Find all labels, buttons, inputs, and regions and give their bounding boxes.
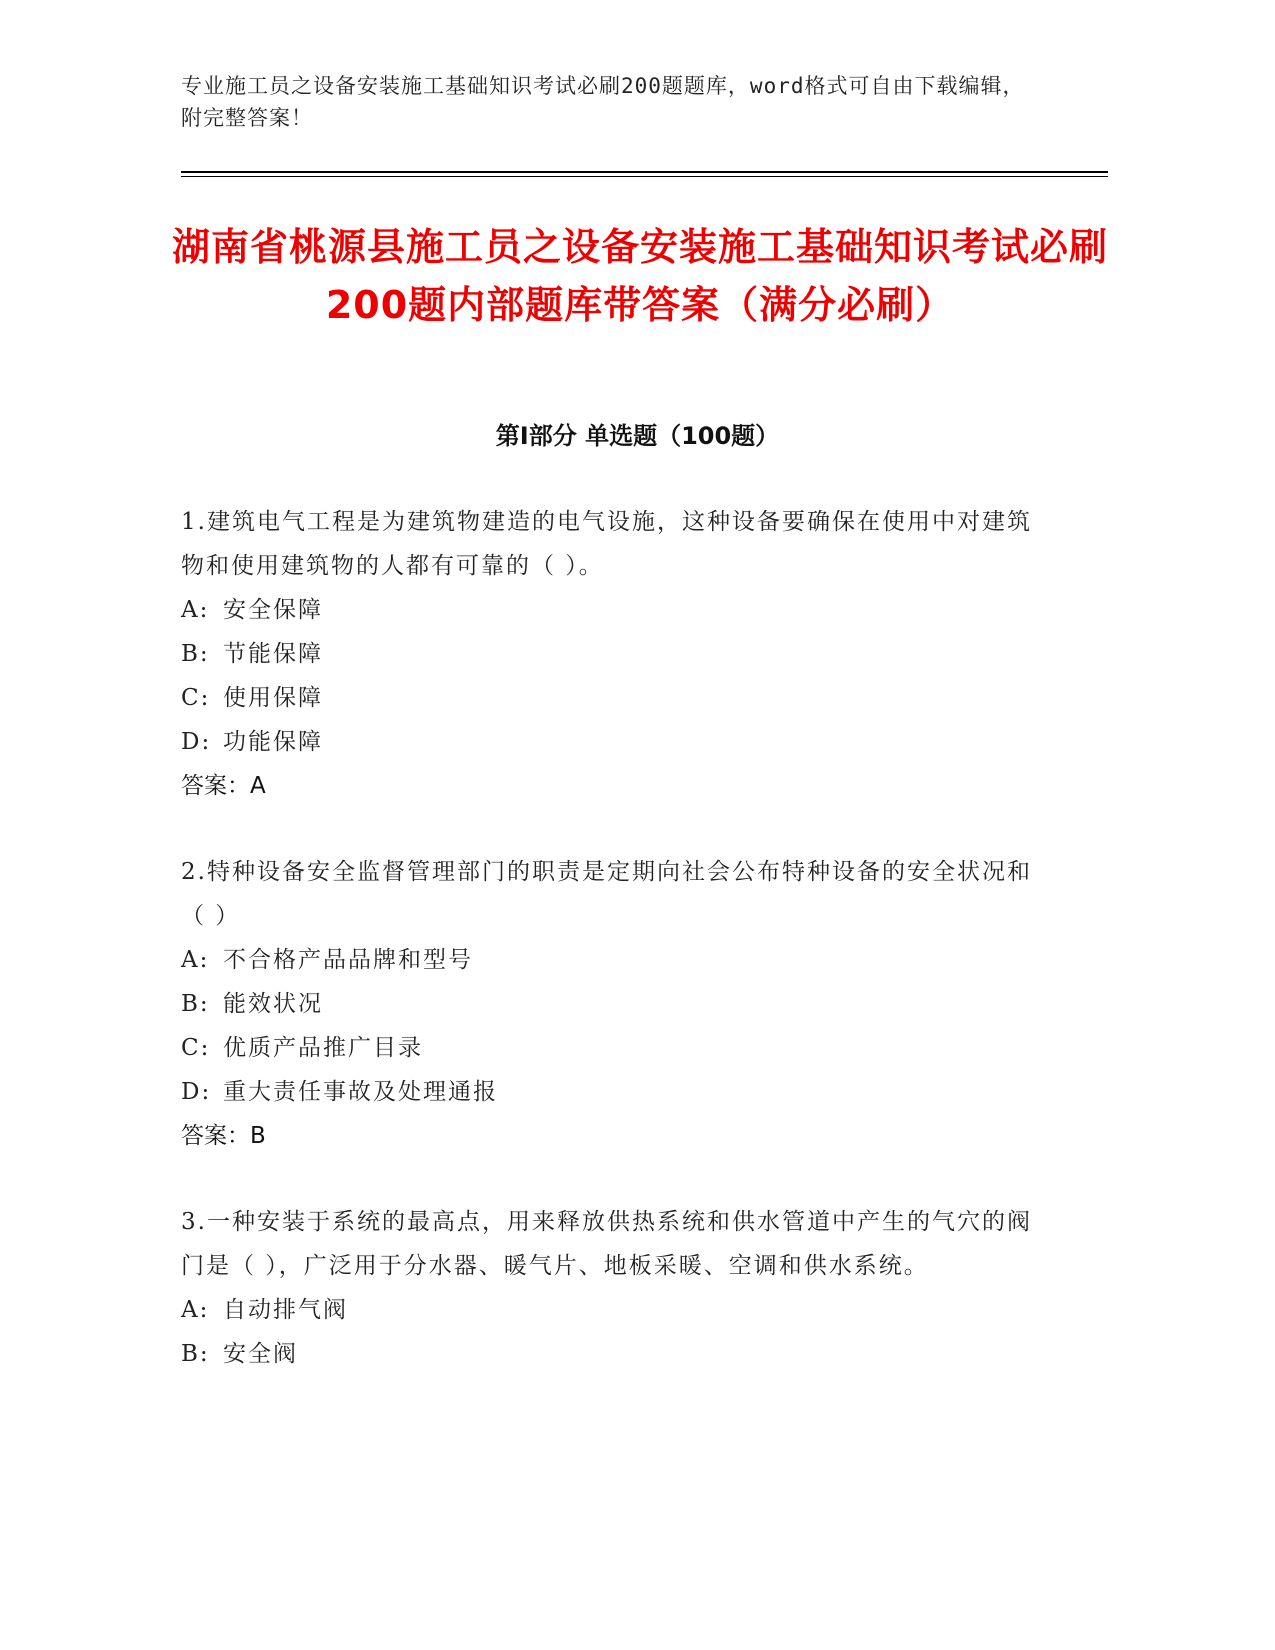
header-divider-thin: [181, 176, 1108, 177]
option-text: 重大责任事故及处理通报: [223, 1079, 498, 1105]
question-stem: 3.一种安装于系统的最高点，用来释放供热系统和供水管道中产生的气穴的阀门是（ ），广泛用于分水器、暖气片、地板采暖、空调和供水系统。: [181, 1209, 1032, 1279]
option-letter: C:: [181, 1035, 211, 1061]
option-b: [181, 1332, 1051, 1376]
option-text: 优质产品推广目录: [223, 1035, 423, 1061]
question-stem: 1.建筑电气工程是为建筑物建造的电气设施，这种设备要确保在使用中对建筑物和使用建筑物的人都有可靠的（ ）。: [181, 509, 1032, 579]
option-b: [181, 982, 1051, 1026]
option-text: 能效状况: [223, 991, 323, 1017]
option-text: 安全保障: [223, 597, 323, 623]
option-text: 不合格产品品牌和型号: [223, 947, 473, 973]
option-text: 自动排气阀: [223, 1297, 348, 1323]
option-letter: D:: [181, 729, 212, 755]
question-list: [181, 500, 1051, 1418]
option-letter: B:: [181, 641, 210, 667]
option-text: 使用保障: [223, 685, 323, 711]
answer-line: 答案：A: [181, 773, 266, 799]
header-note: 专业施工员之设备安装施工基础知识考试必刷200题题库，word格式可自由下载编辑，附完整答案！: [181, 74, 1025, 130]
section-title: 第I部分 单选题（100题）: [495, 422, 780, 450]
option-text: 安全阀: [223, 1341, 298, 1367]
answer-line: 答案：B: [181, 1123, 266, 1149]
option-c: [181, 676, 1051, 720]
option-c: [181, 1026, 1051, 1070]
option-text: 节能保障: [223, 641, 323, 667]
question-2: [181, 850, 1051, 1158]
option-a: [181, 588, 1051, 632]
option-text: 功能保障: [223, 729, 323, 755]
option-b: [181, 632, 1051, 676]
option-letter: A:: [181, 1297, 210, 1323]
option-letter: B:: [181, 991, 210, 1017]
option-d: [181, 720, 1051, 764]
option-letter: C:: [181, 685, 211, 711]
option-letter: B:: [181, 1341, 210, 1367]
option-letter: D:: [181, 1079, 212, 1105]
option-letter: A:: [181, 597, 210, 623]
question-stem: 2.特种设备安全监督管理部门的职责是定期向社会公布特种设备的安全状况和（ ）: [181, 859, 1032, 929]
header-divider-thick: [181, 171, 1108, 173]
option-d: [181, 1070, 1051, 1114]
question-1: [181, 500, 1051, 808]
option-a: [181, 938, 1051, 982]
option-letter: A:: [181, 947, 210, 973]
document-title: 湖南省桃源县施工员之设备安装施工基础知识考试必刷200题内部题库带答案（满分必刷）: [171, 225, 1108, 327]
option-a: [181, 1288, 1051, 1332]
question-3: [181, 1200, 1051, 1376]
